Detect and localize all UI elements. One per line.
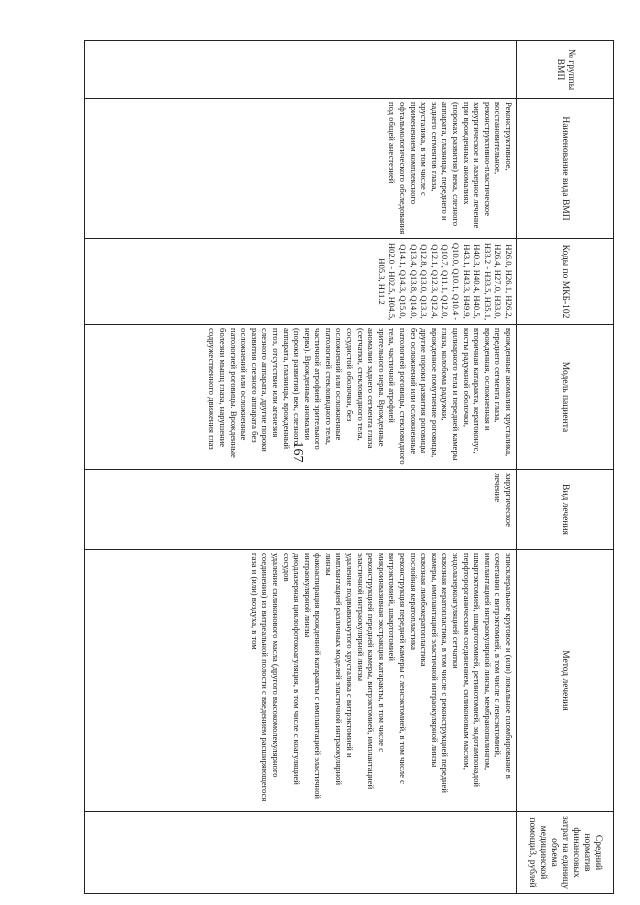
header-vmp-name: Наименование вида ВМП [517, 99, 614, 239]
header-icd-codes: Коды по МКБ-102 [517, 239, 614, 325]
treatment-method-item: послойная кератопластика [408, 553, 419, 650]
cell-treatment-method [85, 550, 517, 812]
treatment-method-item: диодлазерная циклофотокоагуляция, в том числе с коагуляцией сосудов [281, 553, 303, 785]
treatment-method-item: эписклеральное круговое и (или) локальное пломбирование в сочетании с витрэктомией, в том числе с ленсэктомией, имплантацией интраокулярной линзы, мембранопилингом, швартэктомией, швартотомией, ретинотомией, эндотампонадой перфторорганическим соединением, силиконовым маслом, эндолазеркоагуляцией сетчатки [451, 553, 514, 788]
header-treatment-type: Вид лечения [517, 470, 614, 550]
page-number: 167 [290, 441, 305, 463]
header-treatment-method: Метод лечения [517, 550, 614, 812]
medical-procedures-table [84, 40, 614, 894]
treatment-method-item: реконструкция передней камеры с ленсэктомией, в том числе с витрэктомией, швартотомией [387, 553, 409, 784]
cell-vmp-name: Реконструктивное, восстановительное, реконструктивно-пластическое хирургическое и лазерное лечение при врожденных аномалиях (пороках развития) века, слезного аппарата, глазницы, переднего и заднего сегментов глаза, хрусталика, в том числе с применением комплексного офтальмологического обследования под общей анестезией [85, 99, 517, 239]
header-average-cost: Средний норматив финансовых затрат на единицу объема медицинской помощи3, рублей [517, 812, 614, 894]
header-group-number: № группы ВМП [517, 41, 614, 99]
treatment-method-item: микроинвазивная экстракция катаракты, в том числе с реконструкцией передней камеры, витрэктомией, имплантацией эластичной интраокулярной линзы [355, 553, 387, 790]
table-row [85, 41, 517, 894]
cell-treatment-type: хирургическое лечение [85, 470, 517, 550]
cell-icd-codes: H26.0, H26.1, H26.2, H26.4, H27.0, H33.0, H33.2 - H33.5, H35.1, H40.3, H40.4, H40.5, H43.1, H43.3, H49.9, Q10.0, Q10.1, Q10.4 - Q10.7, Q11.1, Q12.0, Q12.1, Q12.3, Q12.4, Q12.8, Q13.0, Q13.3, Q13.4, Q13.8, Q14.0, Q14.1, Q14.3, Q15.0, H02.0 - H02.5, H04.5, H05.3, H11.2 [85, 239, 517, 325]
cell-average-cost [85, 812, 517, 894]
cell-group-number [85, 41, 517, 99]
treatment-method-item: удаление подвывихнутого хрусталика с витрэктомией и имплантацией различных моделей эластичной интраокулярной линзы [323, 553, 356, 786]
treatment-method-item: сквозная лимбокератопластика [419, 553, 430, 667]
treatment-method-item: удаление силиконового масла (другого высокомолекулярного соединения) из витреальной полости с введением расширяющегося газа и (или) воздуха, в том [249, 553, 281, 802]
table-header-row [517, 41, 614, 894]
header-patient-model: Модель пациента [517, 325, 614, 470]
treatment-method-item: сквозная кератопластика, в том числе с реконструкцией передней камеры, имплантацией эластичной интраокулярной линзы [429, 553, 451, 793]
medical-procedures-table-wrapper [84, 40, 614, 893]
cell-patient-model: врожденные аномалии хрусталика, переднего сегмента глаза, врожденная, осложненная и вторичная катаракта, кератоконус, кисты радужной оболочки, цилиарного тела и передней камеры глаза, колобома радужки, врожденное помутнение роговицы, другие пороки развития роговицы без осложнений или осложненные патологией роговицы, стекловидного тела, частичной атрофией зрительного нерва. Врожденные аномалии заднего сегмента глаза (сетчатки, стекловидного тела, сосудистой оболочки, без осложнений или осложненные патологией стекловидного тела, частичной атрофией зрительного нерва). Врожденные аномалии (пороки развития) век, слезного аппарата, глазницы, врожденный птоз, отсутствие или агенезия слезного аппарата, другие пороки развития слезного аппарата без осложнений или осложненные патологией роговицы. Врожденные болезни мышц глаза, нарушение содружественного движения глаз [85, 325, 517, 470]
treatment-method-item: факоаспирация врожденной катаракты с имплантацией эластичной интраокулярной линзы [302, 553, 324, 799]
